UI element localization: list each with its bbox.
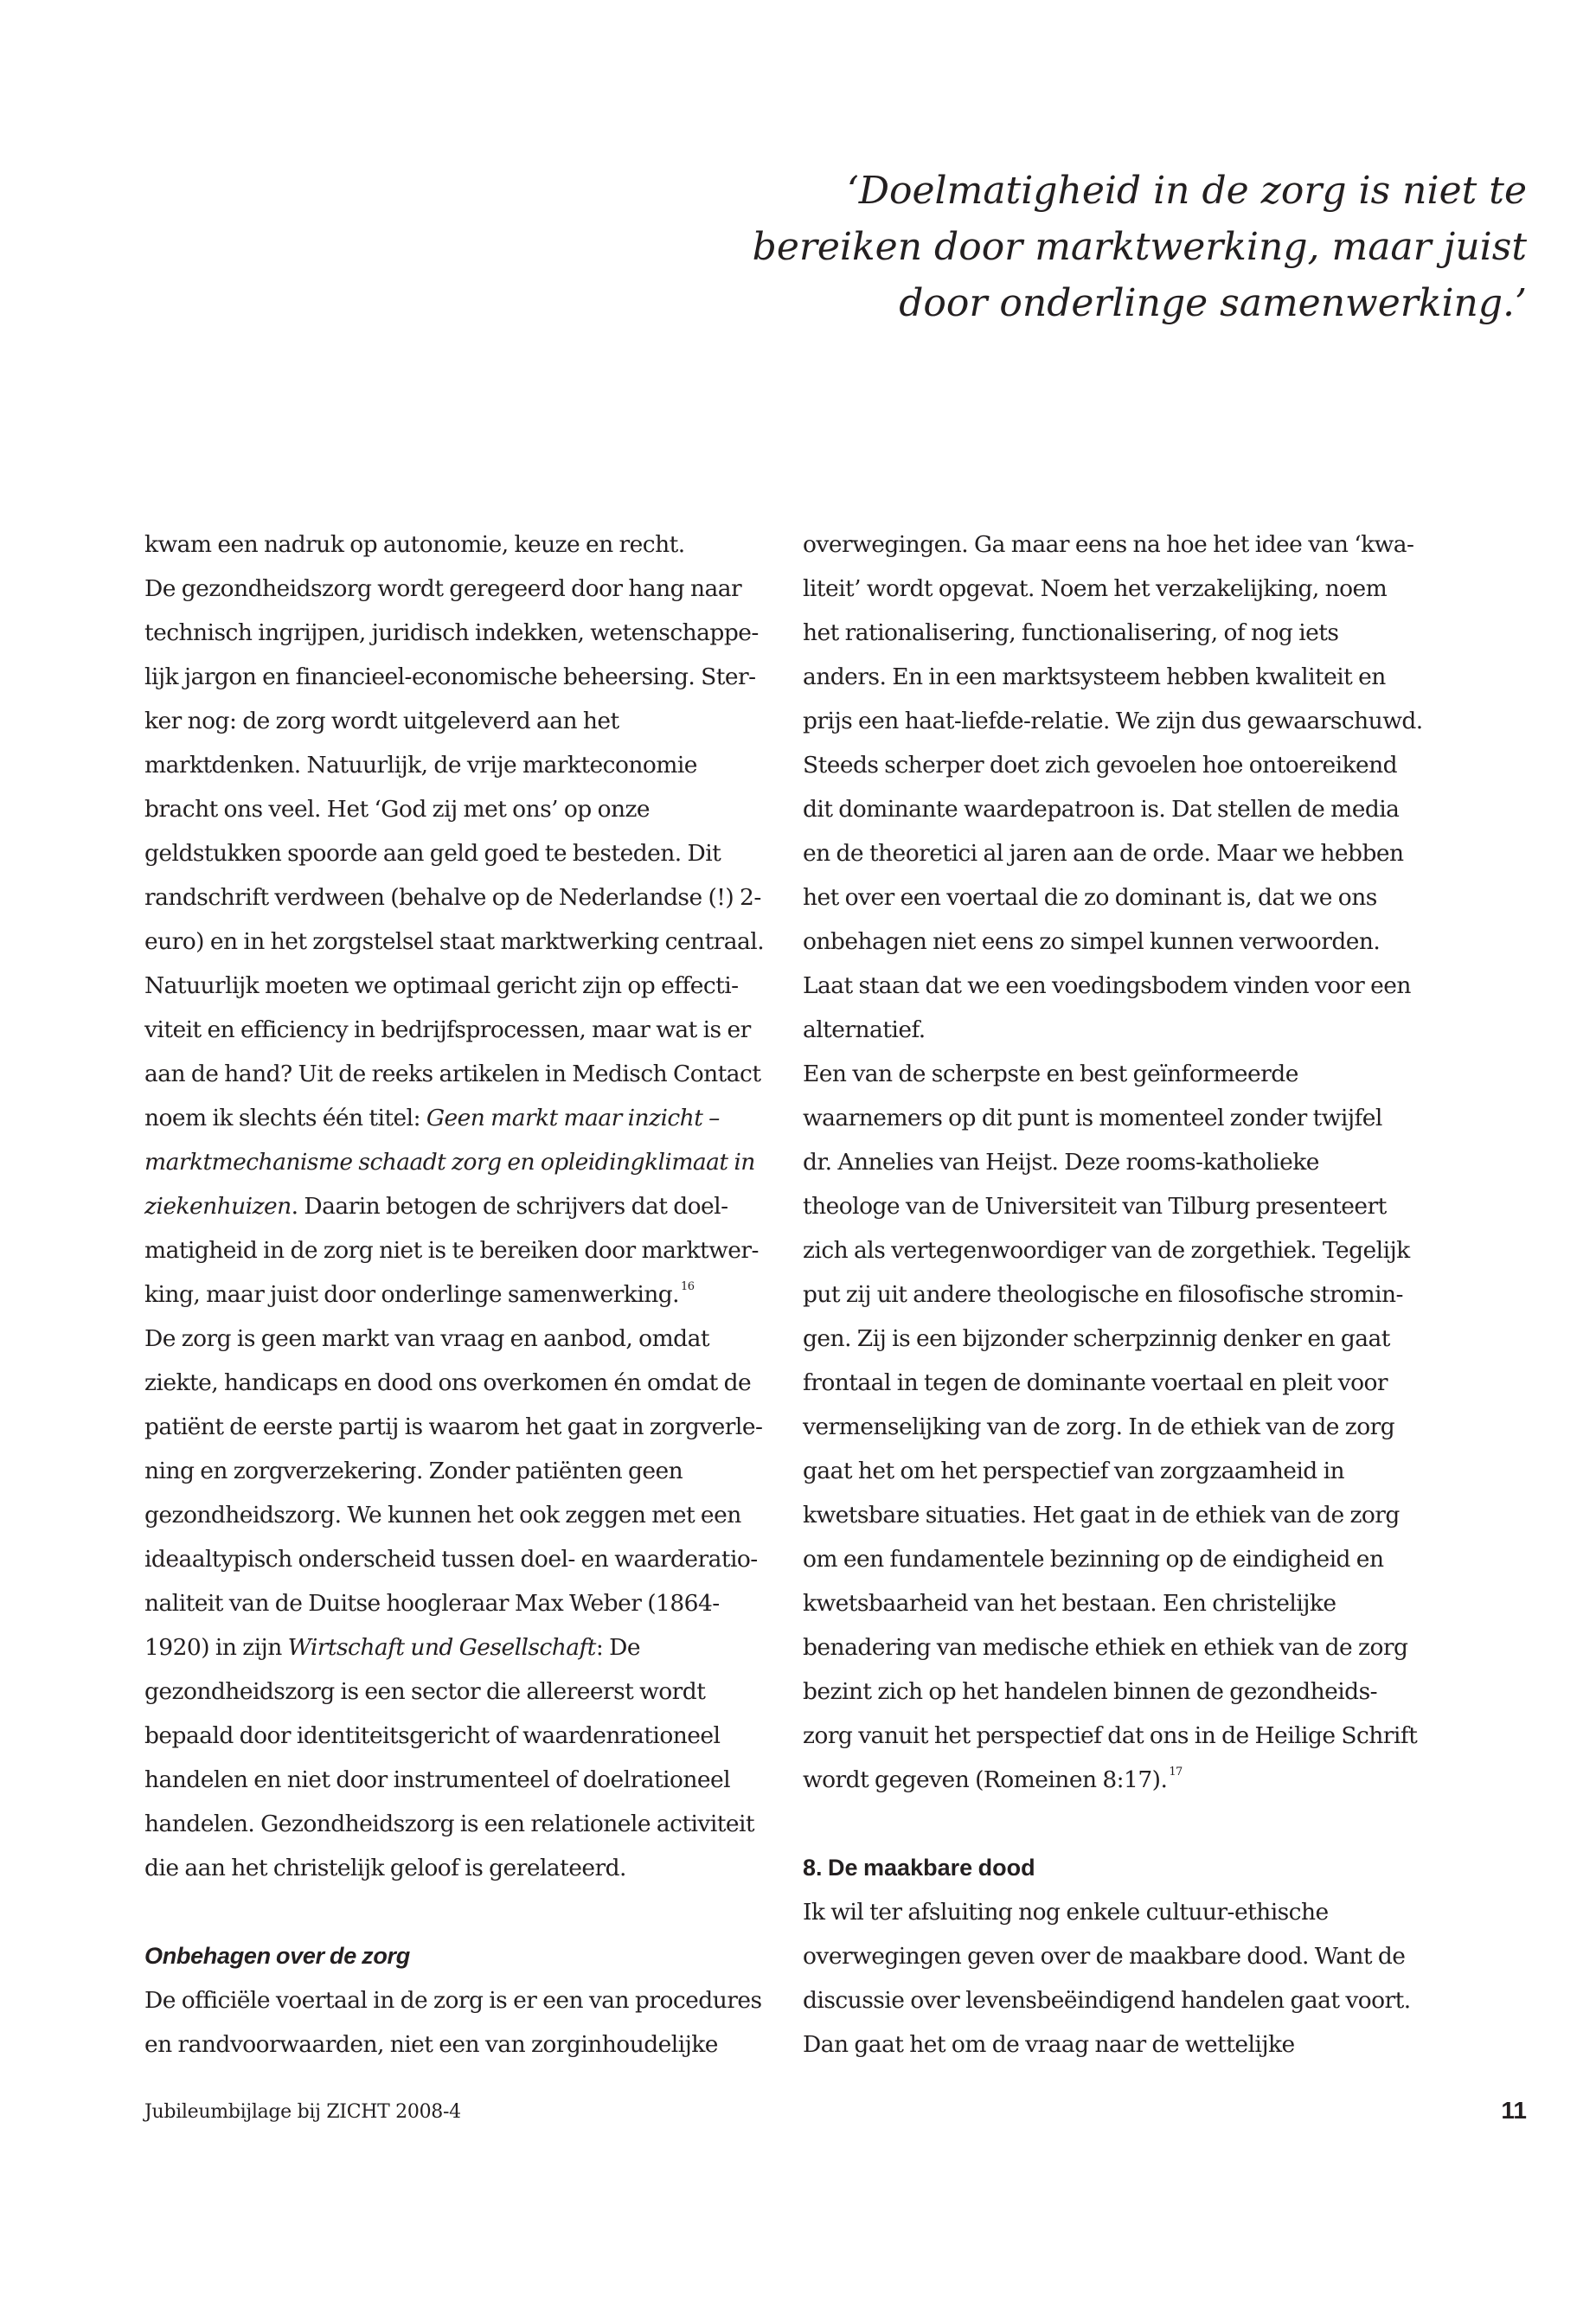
text-line: theologe van de Universiteit van Tilburg presenteert [803,1193,1387,1220]
pull-quote-line: door onderlinge samenwerking.’ [899,281,1527,325]
text-line: aan de hand? Uit de reeks artikelen in Medisch Contact [144,1061,761,1087]
text-line: handelen en niet door instrumenteel of doelrationeel [144,1766,731,1793]
text-line: zorg vanuit het perspectief dat ons in de Heilige Schrift [803,1722,1418,1749]
text-line: lijk jargon en financieel-economische beheersing. Ster- [144,663,756,690]
page-number: 11 [1501,2097,1527,2124]
text-line: De gezondheidszorg wordt geregeerd door hang naar [144,575,742,602]
right-column [803,522,1423,2067]
text-line: handelen. Gezondheidszorg is een relationele activiteit [144,1811,755,1837]
text-line: gen. Zij is een bijzonder scherpzinnig denker en gaat [803,1325,1390,1352]
text-line: Laat staan dat we een voedingsbodem vinden voor een [803,972,1411,999]
text-run: . Daarin betogen de schrijvers dat doel- [291,1193,728,1220]
text-line: randschrift verdween (behalve op de Nederlandse (!) 2- [144,884,761,911]
text-line: het rationalisering, functionalisering, of nog iets [803,619,1339,646]
footnote-ref: 16 [681,1280,695,1293]
text-line: ideaaltypisch onderscheid tussen doel- en waarderatio- [144,1546,758,1573]
text-line: gaat het om het perspectief van zorgzaamheid in [803,1458,1345,1484]
text-line [144,1140,759,1184]
text-run: king, maar juist door onderlinge samenwerking. [144,1281,680,1308]
text-line: put zij uit andere theologische en filosofische stromin- [803,1281,1403,1308]
text-run: wordt gegeven (Romeinen 8:17). [803,1766,1168,1793]
text-line: bepaald door identiteitsgericht of waardenrationeel [144,1722,721,1749]
article-title: ziekenhuizen [144,1193,292,1220]
paragraph-gap [803,1802,1417,1846]
text-run: noem ik slechts één titel: [144,1105,426,1131]
pull-quote-line: bereiken door marktwerking, maar juist [752,225,1527,269]
text-line: geldstukken spoorde aan geld goed te besteden. Dit [144,840,721,867]
text-line: prijs een haat-liefde-relatie. We zijn dus gewaarschuwd. [803,708,1423,734]
text-run: 1920) in zijn [144,1634,288,1661]
text-run: : De [595,1634,640,1661]
footer-publication: Jubileumbijlage bij ZICHT 2008-4 [144,2101,461,2123]
text-line: patiënt de eerste partij is waarom het gaat in zorgverle- [144,1413,763,1440]
text-line: frontaal in tegen de dominante voertaal en pleit voor [803,1369,1388,1396]
text-line: het over een voertaal die zo dominant is, dat we ons [803,884,1377,911]
text-line [144,1625,759,1670]
paragraph-gap [144,1890,759,1934]
text-line: ziekte, handicaps en dood ons overkomen én omdat de [144,1369,752,1396]
text-line: bracht ons veel. Het ‘God zij met ons’ op onze [144,796,651,823]
pull-quote-line: ‘Doelmatigheid in de zorg is niet te [846,169,1527,213]
text-line: anders. En in een marktsysteem hebben kwaliteit en [803,663,1386,690]
text-line: Ik wil ter afsluiting nog enkele cultuur-ethische [803,1899,1329,1926]
text-line: ning en zorgverzekering. Zonder patiënten geen [144,1458,683,1484]
text-line: dit dominante waardepatroon is. Dat stellen de media [803,796,1400,823]
text-line: zich als vertegenwoordiger van de zorgethiek. Tegelijk [803,1237,1410,1264]
text-line: kwetsbare situaties. Het gaat in de ethiek van de zorg [803,1502,1400,1529]
text-line [144,1096,759,1140]
text-line: benadering van medische ethiek en ethiek van de zorg [803,1634,1408,1661]
text-line: Steeds scherper doet zich gevoelen hoe ontoereikend [803,752,1398,779]
text-line: kwam een nadruk op autonomie, keuze en recht. [144,531,685,558]
footnote-ref: 17 [1169,1766,1183,1779]
text-line: euro) en in het zorgstelsel staat marktwerking centraal. [144,928,765,955]
text-line: dr. Annelies van Heijst. Deze rooms-katholieke [803,1149,1319,1176]
text-line: om een fundamentele bezinning op de eindigheid en [803,1546,1384,1573]
text-line: onbehagen niet eens zo simpel kunnen verwoorden. [803,928,1381,955]
text-line [144,1272,759,1317]
text-line: gezondheidszorg is een sector die allereerst wordt [144,1678,706,1705]
text-line: die aan het christelijk geloof is gerelateerd. [144,1855,626,1881]
text-line: technisch ingrijpen, juridisch indekken, wetenschappe- [144,619,759,646]
text-line: overwegingen geven over de maakbare dood. Want de [803,1943,1406,1970]
text-line: De officiële voertaal in de zorg is er een van procedures [144,1987,762,2014]
section-heading: 8. De maakbare dood [803,1855,1035,1881]
text-line: viteit en efficiency in bedrijfsprocessen, maar wat is er [144,1016,751,1043]
book-title: Wirtschaft und Gesellschaft [287,1634,596,1661]
text-line: gezondheidszorg. We kunnen het ook zeggen met een [144,1502,741,1529]
text-line [803,1758,1417,1802]
text-line: discussie over levensbeëindigend handelen gaat voort. [803,1987,1411,2014]
article-title: Geen markt maar inzicht – [426,1105,720,1131]
text-line: alternatief. [803,1016,926,1043]
text-line: matigheid in de zorg niet is te bereiken door marktwer- [144,1237,759,1264]
text-line: overwegingen. Ga maar eens na hoe het idee van ‘kwa- [803,531,1414,558]
subheading: Onbehagen over de zorg [144,1943,410,1969]
left-column [144,522,765,2067]
text-line: kwetsbaarheid van het bestaan. Een christelijke [803,1590,1336,1617]
text-line: waarnemers op dit punt is momenteel zonder twijfel [803,1105,1382,1131]
text-line: en randvoorwaarden, niet een van zorginhoudelijke [144,2031,718,2058]
text-line [144,1184,759,1228]
text-line: ker nog: de zorg wordt uitgeleverd aan het [144,708,619,734]
text-line: De zorg is geen markt van vraag en aanbod, omdat [144,1325,709,1352]
text-line: liteit’ wordt opgevat. Noem het verzakelijking, noem [803,575,1388,602]
text-line: naliteit van de Duitse hoogleraar Max Weber (1864- [144,1590,720,1617]
text-line: Natuurlijk moeten we optimaal gericht zijn op effecti- [144,972,739,999]
text-line: en de theoretici al jaren aan de orde. Maar we hebben [803,840,1404,867]
text-line: vermenselijking van de zorg. In de ethiek van de zorg [803,1413,1395,1440]
text-line: Dan gaat het om de vraag naar de wettelijke [803,2031,1295,2058]
text-line: Een van de scherpste en best geïnformeerde [803,1061,1298,1087]
text-line: bezint zich op het handelen binnen de gezondheids- [803,1678,1378,1705]
pull-quote [662,163,1527,331]
text-line: marktdenken. Natuurlijk, de vrije markteconomie [144,752,697,779]
article-title: marktmechanisme schaadt zorg en opleidingklimaat in [144,1149,755,1176]
